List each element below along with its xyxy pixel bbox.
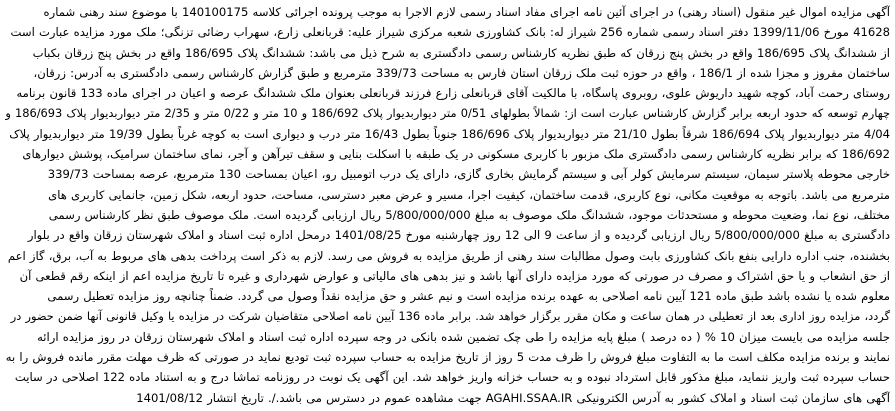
notice-line-19: حساب سپرده ثبت واریز ننماید، مبلغ مذکور قابل استرداد نبوده و به حساب خزانه واریز خواهد شد. این آگهی یک نوبت در روزنامه تماشا درج و به استناد ماده 122 اصلاحی در سایت	[14, 370, 890, 385]
notice-line-12: دادگستری به مبلغ 5/800/000/000 ریال ارزیابی گردیده و از ساعت 9 الی 12 روز چهارشنبه مورخ 1401/08/25 درمحل اداره ثبت اسناد و املاک شهرستان زرقان واقع در بلوار	[27, 228, 890, 243]
notice-line-13: بخشنده، جنب اداره دارایی بنفع بانک کشاورزی بابت وصول مطالبات سند رهنی از طریق مزایده به فروش می رسد. لازم به ذکر است پرداخت بدهی های مربوط به آب، برق، گاز اعم	[7, 248, 890, 263]
notice-line-15: معلوم شده یا نشده باشد طبق ماده 121 آیین نامه اصلاحی به عهده برنده مزایده است و نیم عشر و حق مزایده نقداً وصول می گردد. ضمناً چنانچه روز مزایده تعطیل رسمی	[47, 289, 890, 304]
notice-line-1: آگهی مزایده اموال غیر منقول (اسناد رهنی) در اجرای آئین نامه اجرای مفاد اسناد رسمی لازم الاجرا به موجب پرونده اجرائی کلاسه 140100175 با موضوع سند رهنی شماره	[43, 5, 890, 19]
notice-line-8: 186/692 که برابر نظریه کارشناس رسمی دادگستری ملک مزبور با کاربری مسکونی در یک طبقه با اسکلت بنایی و سقف تیرآهن و آجر، نمای ساختمان سرامیک، پوشش دیوارهای	[22, 147, 890, 162]
notice-line-18: نمایند و برنده مزایده مکلف است ما به التفاوت مبلغ فروش را ظرف مدت 5 روز از تاریخ مزایده به حساب سپرده ثبت تودیع نماید در صورتی که ظرف مهلت مقرر مانده فروش را به	[5, 350, 890, 365]
notice-line-17: جلسه مزایده می بایست میزان 10 % ( ده درصد ) مبلغ پایه مزایده را طی چک تضمین شده بانکی در وجه سپرده اداره ثبت اسناد و املاک شهرستان زرقان در روز مزایده ارائه	[37, 329, 890, 344]
notice-line-6: چهارم توسعه که حدود اربعه برابر گزارش کارشناس عبارت است از: شمالاً بطولهای 0/51 متر دیواربدیوار پلاک 186/692 و 10 متر و 0/22 متر و 2/35 متر دیواربدیوار پلاک 186/693 و	[5, 106, 890, 121]
notice-line-3: از ششدانگ پلاک 186/695 واقع در بخش پنج زرقان که طبق نظریه کارشناس رسمی دادگستری به شرح ذیل می باشد: ششدانگ پلاک 186/695 واقع در بخش پنج زرقان بکباب	[32, 45, 890, 60]
notice-line-5: روستای رحمت آباد، کوچه شهید داریوش علوی، روبروی پاسگاه، با مالکیت آقای قربانعلی زارع فرزند قربانعلی بعنوان ملک ششدانگ عرصه و اعیان در اجرای ماده 133 قانون برنامه	[16, 86, 890, 101]
notice-line-2: 41628 مورخ 1399/11/06 دفتر اسناد رسمی شماره 256 شیراز له: بانک کشاورزی شعبه مرکزی شیراز علیه: قربانعلی زارع، سهراب رضائی تزنگی؛ ملک مورد مزایده عبارت است	[10, 25, 890, 40]
notice-line-20: آگهی های سازمان ثبت اسناد و املاک کشور به آدرس الکترونیکی AGAHI.SSAA.IR جهت مشاهده عموم در دسترس می باشد./. تاریخ انتشار 1401/08/12	[136, 390, 890, 405]
notice-line-9: خارجی محوطه پلاستر سیمان، سیستم سرمایش کولر آبی و سیستم گرمایش بخاری گازی، دارای یک درب اتومبیل رو، اعیان بمساحت 130 مترمربع، عرصه بمساحت 339/73	[47, 167, 890, 182]
notice-line-10: مترمربع می باشد. باتوجه به موقعیت مکانی، نوع کاربری، قدمت ساختمان، کیفیت اجرا، مسیر و عرض معبر دسترسی، مساحت، حدود اربعه، شکل زمین، جانمایی کاربری های	[48, 187, 890, 202]
notice-line-14: از حق انشعاب و یا حق اشتراک و مصرف در صورتی که مورد مزایده دارای آنها باشد و نیز بدهی های مالیاتی و عوارض شهرداری و غیره تا تاریخ مزایده اعم از اینکه رقم قطعی آن	[19, 268, 890, 283]
notice-line-4: ساختمان مفروز و مجزا شده از 186/1 ، واقع در حوزه ثبت ملک زرقان استان فارس به مساحت 339/73 مترمربع و طبق گزارش کارشناس رسمی دادگستری به آدرس: زرقان،	[33, 65, 890, 80]
notice-line-16: گردد، مزایده روز اداری بعد از تعطیلی در همان ساعت و مکان مقرر برگزار خواهد شد. برابر ماده 136 آیین نامه اصلاحی متقاضیان شرکت در مزایده یا وکیل قانونی آنها ضمن حضور در	[10, 309, 890, 324]
notice-line-11: مختلف، نوع نما، وضعیت محوطه و مستحدثات موجود، ششدانگ ملک موصوف به مبلغ 5/800/000/000 ریال ارزیابی گردیده است. ملک موصوف طبق نظر کارشناس رسمی	[48, 207, 890, 222]
notice-line-7: 4/04 متر دیواربدیوار پلاک 186/694 شرقاً بطول 21/10 متر دیواربدیوار پلاک 186/696 جنوباً بطول 16/43 متر درب و دیواری است به کوچه غرباً بطول 19/39 متر دیواربدیوار پلاک	[9, 126, 890, 141]
